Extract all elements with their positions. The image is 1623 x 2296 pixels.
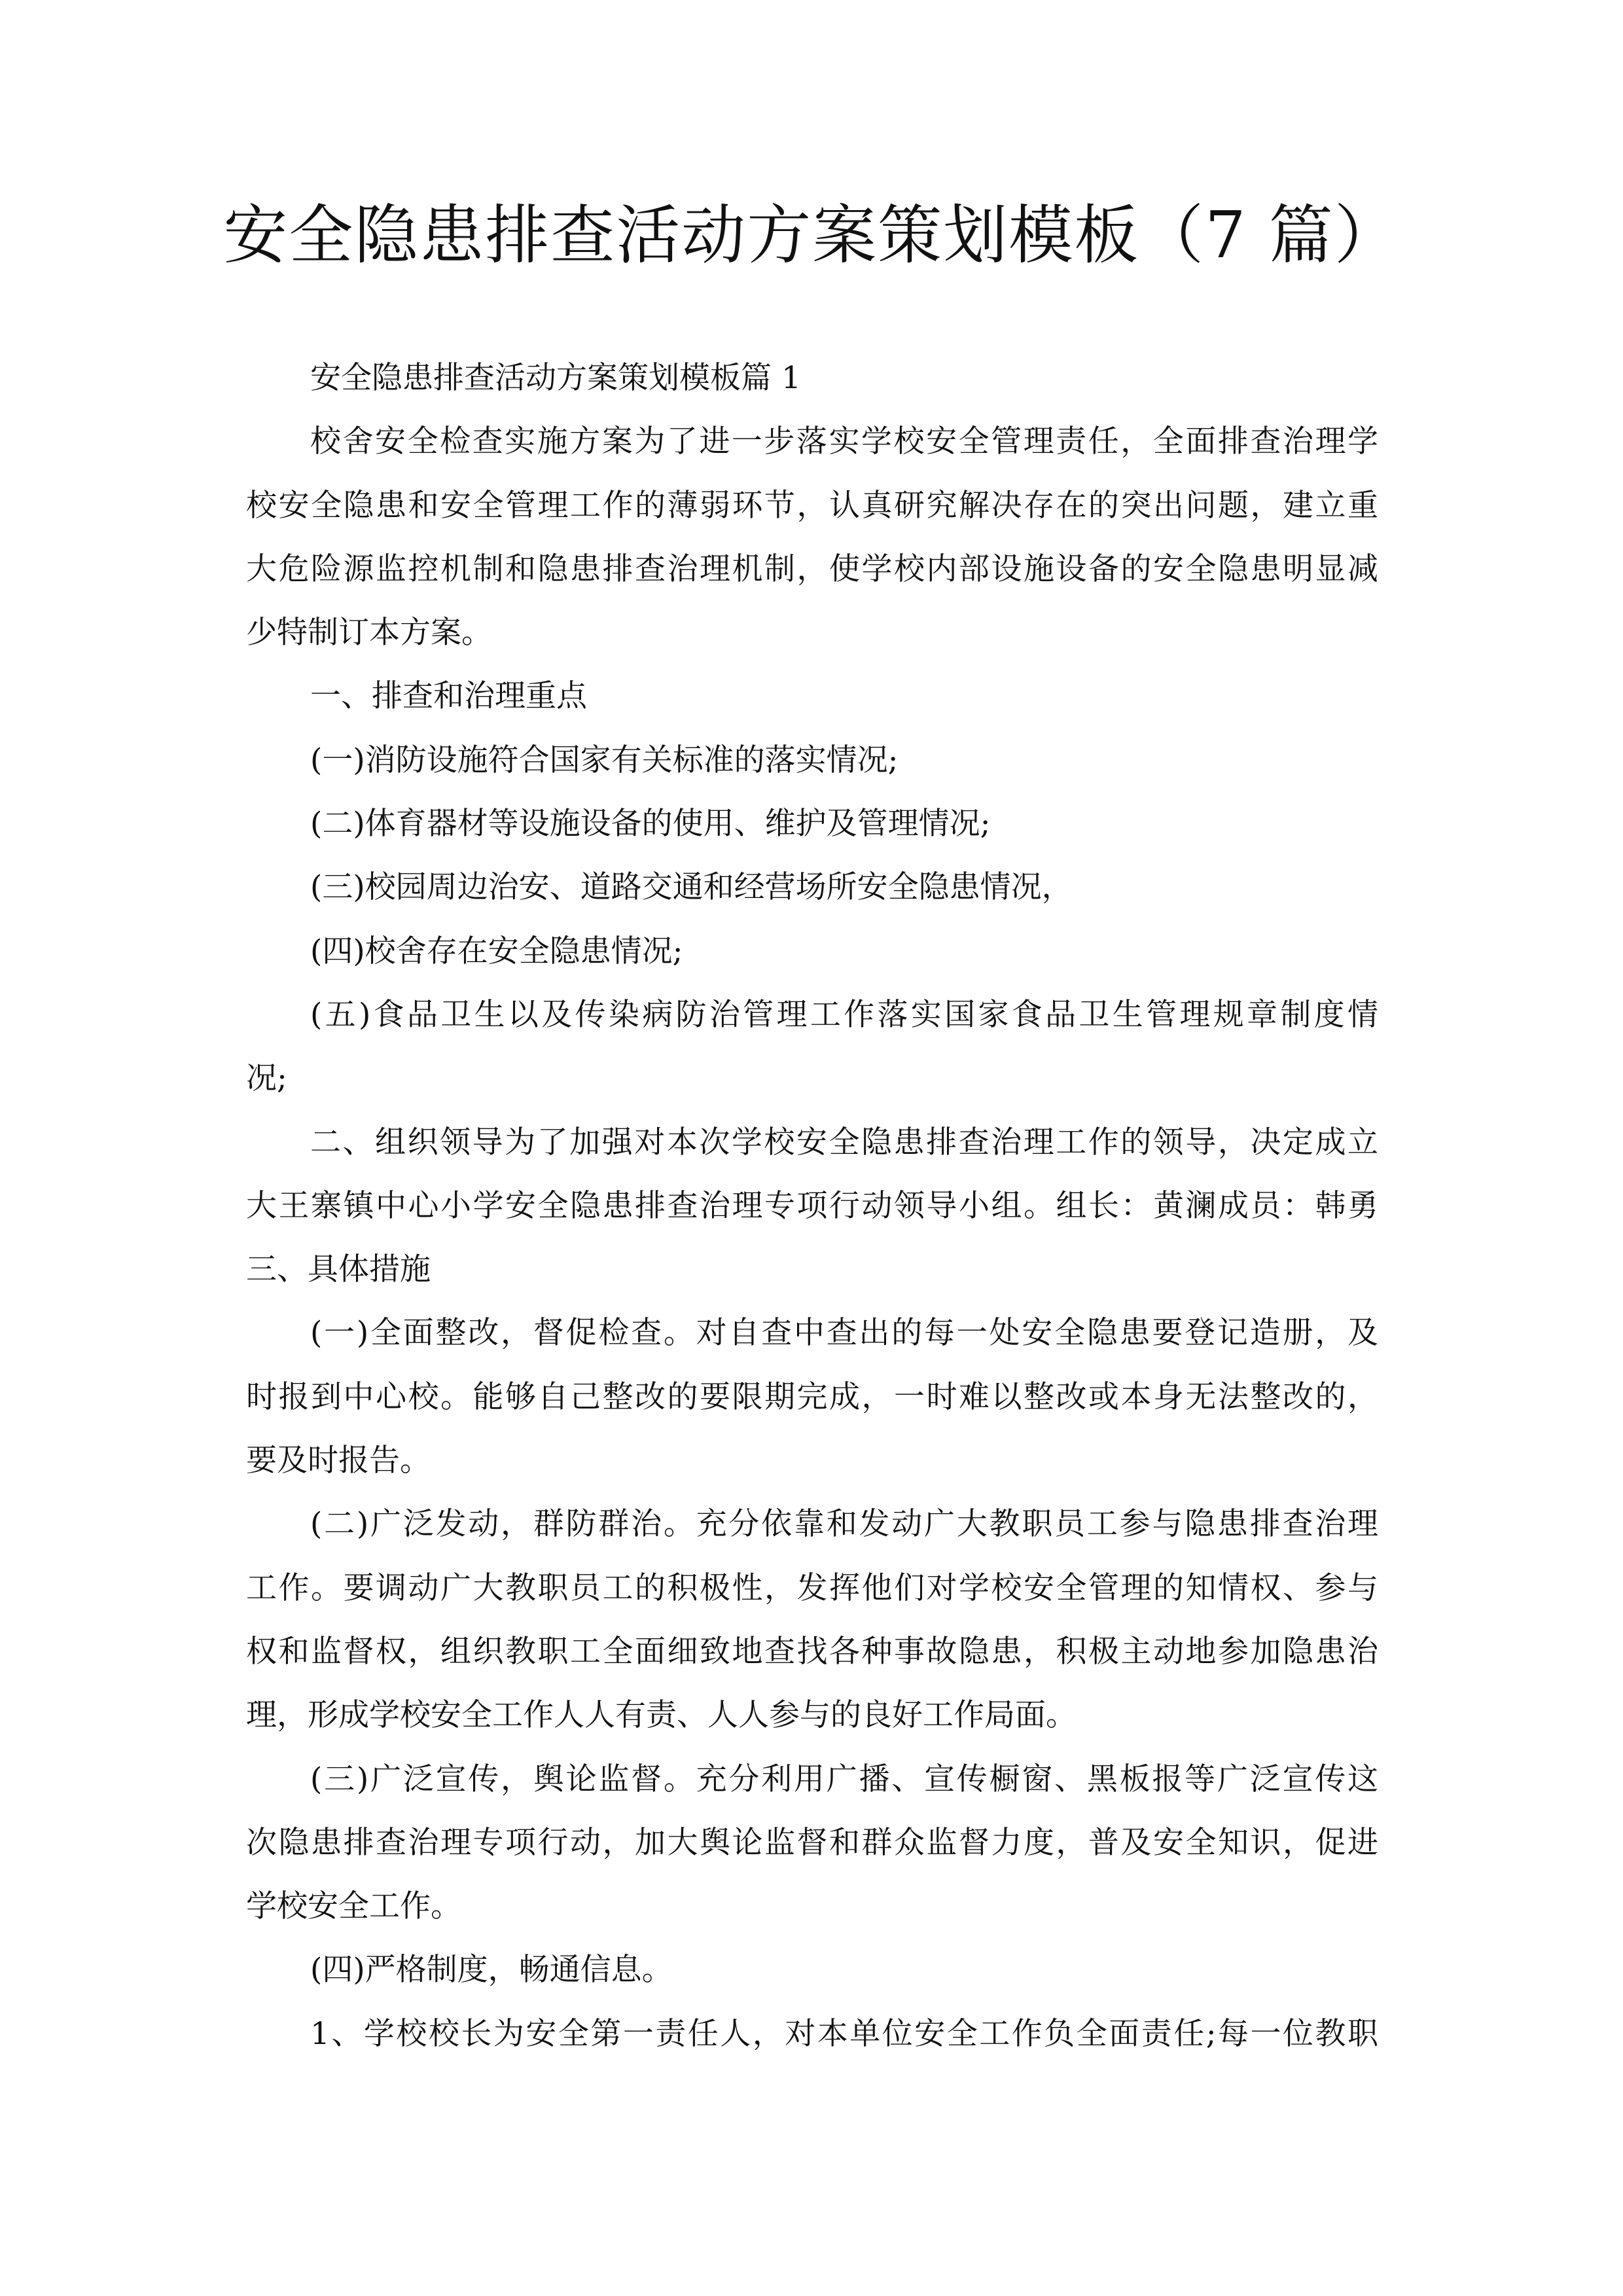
paragraph-line: (四)校舍存在安全隐患情况; (310, 933, 683, 969)
paragraph-line: 三、具体措施 (246, 1251, 431, 1288)
paragraph-line: 大危险源监控机制和隐患排查治理机制，使学校内部设施设备的安全隐患明显减 (246, 550, 1378, 587)
document-body (246, 346, 1378, 2066)
paragraph-line: 况; (246, 1060, 287, 1097)
paragraph-line: (一)消防设施符合国家有关标准的落实情况; (310, 742, 899, 778)
paragraph-line: 时报到中心校。能够自己整改的要限期完成，一时难以整改或本身无法整改的， (246, 1378, 1378, 1415)
paragraph-line: 安全隐患排查活动方案策划模板篇 1 (310, 360, 801, 396)
paragraph-line: 理，形成学校安全工作人人有责、人人参与的良好工作局面。 (246, 1697, 1077, 1734)
paragraph-line: (三)广泛宣传，舆论监督。充分利用广播、宣传橱窗、黑板报等广泛宣传这 (310, 1761, 1378, 1797)
paragraph-line: 少特制订本方案。 (246, 615, 492, 651)
paragraph-line: 校安全隐患和安全管理工作的薄弱环节，认真研究解决存在的突出问题，建立重 (246, 487, 1378, 524)
document-title: 安全隐患排查活动方案策划模板（7 篇） (223, 198, 1400, 273)
paragraph-line: 权和监督权，组织教职工全面细致地查找各种事故隐患，积极主动地参加隐患治 (246, 1633, 1378, 1670)
paragraph-line: (五)食品卫生以及传染病防治管理工作落实国家食品卫生管理规章制度情 (310, 996, 1378, 1033)
paragraph-line: 二、组织领导为了加强对本次学校安全隐患排查治理工作的领导，决定成立 (310, 1124, 1378, 1160)
paragraph-line: 大王寨镇中心小学安全隐患排查治理专项行动领导小组。组长：黄澜成员：韩勇 (246, 1187, 1378, 1224)
paragraph-line: 工作。要调动广大教职员工的积极性，发挥他们对学校安全管理的知情权、参与 (246, 1570, 1378, 1606)
paragraph-line: (二)广泛发动，群防群治。充分依靠和发动广大教职员工参与隐患排查治理 (310, 1506, 1378, 1543)
paragraph-line: (一)全面整改，督促检查。对自查中查出的每一处安全隐患要登记造册，及 (310, 1315, 1378, 1352)
paragraph-line: (四)严格制度，畅通信息。 (310, 1952, 673, 1988)
paragraph-line: 一、排查和治理重点 (310, 678, 587, 715)
paragraph-line: 学校安全工作。 (246, 1888, 461, 1925)
paragraph-line: (三)校园周边治安、道路交通和经营场所安全隐患情况， (310, 869, 1073, 906)
paragraph-line: 要及时报告。 (246, 1443, 431, 1479)
paragraph-line: 次隐患排查治理专项行动，加大舆论监督和群众监督力度，普及安全知识，促进 (246, 1824, 1378, 1861)
paragraph-line: 1、学校校长为安全第一责任人，对本单位安全工作负全面责任;每一位教职 (310, 2015, 1378, 2052)
paragraph-line: (二)体育器材等设施设备的使用、维护及管理情况; (310, 806, 991, 842)
paragraph-line: 校舍安全检查实施方案为了进一步落实学校安全管理责任，全面排查治理学 (310, 423, 1378, 460)
